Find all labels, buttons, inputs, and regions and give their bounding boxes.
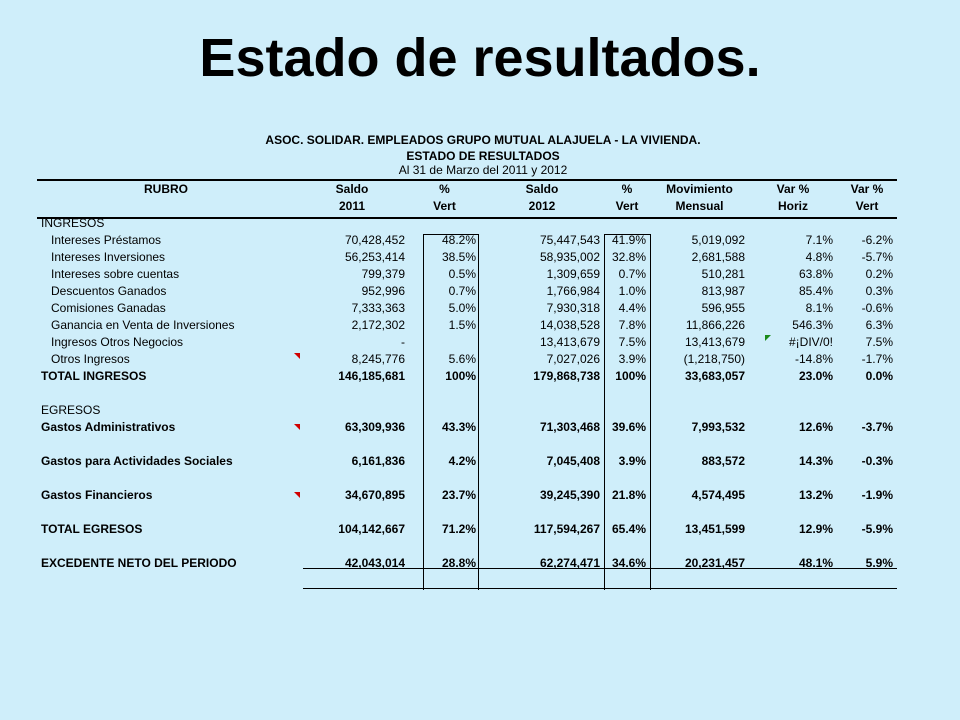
value-cell [837,401,897,418]
value-cell: 43.3% [441,419,476,434]
value-cell [480,503,604,520]
value-cell: 34,670,895 [344,487,405,502]
column-header-cell: Movimiento [666,181,733,196]
row-label: TOTAL INGRESOS [41,368,147,383]
value-cell: 34.6% [611,555,646,570]
value-cell: 0.5% [448,266,476,281]
table-row [37,452,897,469]
column-header-cell: Vert [855,198,879,213]
column-header-row [37,197,897,214]
value-cell: 7,333,363 [351,300,405,315]
value-cell: 117,594,267 [533,521,600,536]
vert2011-right-border [478,234,479,590]
value-cell: 1.0% [618,283,646,298]
value-cell [409,469,480,486]
value-cell: 4,574,495 [691,487,745,502]
table-row [37,265,897,282]
value-cell: -0.6% [861,300,893,315]
value-cell: 11,866,226 [685,317,745,332]
value-cell: 14,038,528 [539,317,600,332]
value-cell [749,214,837,231]
table-row [37,316,897,333]
row-label: EGRESOS [41,402,101,417]
value-cell [295,469,409,486]
value-cell [295,435,409,452]
value-cell: 100% [445,368,476,383]
value-cell: 7,027,026 [546,351,600,366]
value-cell [480,214,604,231]
row-label [37,469,295,486]
table-row [37,418,897,435]
value-cell: 23.7% [441,487,476,502]
value-cell: -14.8% [794,351,833,366]
table-row [37,401,897,418]
value-cell [295,384,409,401]
row-label: Intereses Préstamos [51,232,162,247]
report-title: ESTADO DE RESULTADOS [406,149,560,163]
value-cell: 799,379 [361,266,405,281]
value-cell: 146,185,681 [338,368,405,383]
value-cell: 23.0% [798,368,833,383]
vert2012-right-border [650,234,651,590]
value-cell: 63,309,936 [344,419,405,434]
row-label: Intereses sobre cuentas [51,266,180,281]
value-cell [749,469,837,486]
row-label [37,537,295,554]
column-header-cell: % [439,181,450,196]
value-cell [749,401,837,418]
table-row [37,384,897,401]
value-cell: -6.2% [861,232,893,247]
value-cell: 6,161,836 [351,453,405,468]
row-label [37,384,295,401]
income-statement-table [37,180,897,571]
value-cell: 3.9% [618,453,646,468]
value-cell: 510,281 [701,266,745,281]
value-cell [480,401,604,418]
value-cell: 62,274,471 [539,555,600,570]
value-cell: 1.5% [448,317,476,332]
value-cell [480,435,604,452]
value-cell: 7.8% [618,317,646,332]
value-cell [480,537,604,554]
row-label [37,503,295,520]
column-header-cell: Saldo [525,181,559,196]
column-header-cell: Vert [615,198,639,213]
value-cell [650,537,749,554]
column-header-cell: 2011 [338,198,366,213]
value-cell: 33,683,057 [684,368,745,383]
value-cell: - [401,334,405,349]
value-cell: 5.6% [448,351,476,366]
value-cell: 179,868,738 [533,368,600,383]
value-cell: 104,142,667 [338,521,405,536]
value-cell: 813,987 [701,283,745,298]
value-cell [409,384,480,401]
value-cell: 13,451,599 [684,521,745,536]
value-cell: 48.2% [441,232,476,247]
value-cell: 58,935,002 [539,249,600,264]
value-cell: -1.9% [861,487,893,502]
value-cell: 28.8% [441,555,476,570]
value-cell [604,214,650,231]
column-header-cell: 2012 [528,198,556,213]
value-cell: (1,218,750) [683,351,745,366]
column-header-cell: % [621,181,633,196]
report-date: Al 31 de Marzo del 2011 y 2012 [398,163,568,177]
column-header-row [37,180,897,197]
value-cell [837,469,897,486]
value-cell: 70,428,452 [344,232,405,247]
value-cell: -3.7% [861,419,893,434]
column-header-cell: Var % [776,181,810,196]
value-cell: 4.8% [805,249,833,264]
column-header-cell [37,197,295,214]
row-label: Intereses Inversiones [51,249,166,264]
value-cell [409,503,480,520]
value-cell: 2,172,302 [351,317,405,332]
value-cell: 14.3% [798,453,833,468]
vert2011-top-border [423,234,478,235]
value-cell [409,214,480,231]
value-cell: 39.6% [611,419,646,434]
row-label: Gastos Financieros [41,487,153,502]
value-cell [837,214,897,231]
value-cell: 71.2% [441,521,476,536]
value-cell [604,435,650,452]
value-cell: 6.3% [865,317,893,332]
value-cell [749,537,837,554]
table-row [37,503,897,520]
value-cell [837,435,897,452]
value-cell [604,401,650,418]
table-row [37,435,897,452]
column-header-cell: Mensual [675,198,724,213]
value-cell: 546.3% [792,317,833,332]
column-header-cell: Saldo [335,181,369,196]
value-cell: 5.9% [865,555,893,570]
value-cell: 20,231,457 [684,555,745,570]
value-cell: 12.6% [798,419,833,434]
value-cell: 0.3% [865,283,893,298]
value-cell: 596,955 [701,300,745,315]
value-cell [749,435,837,452]
table-row [37,299,897,316]
table-row [37,520,897,537]
value-cell: 1,309,659 [546,266,600,281]
table-row [37,248,897,265]
table-row [37,214,897,231]
value-cell: 21.8% [611,487,646,502]
value-cell [650,214,749,231]
value-cell [650,401,749,418]
value-cell: 8.1% [805,300,833,315]
value-cell: 952,996 [361,283,405,298]
value-cell [837,537,897,554]
value-cell [295,214,409,231]
value-cell [650,435,749,452]
row-label: Comisiones Ganadas [51,300,166,315]
report-entity-name: ASOC. SOLIDAR. EMPLEADOS GRUPO MUTUAL ALAJUELA - LA VIVIENDA. [265,133,701,147]
value-cell: 7.5% [618,334,646,349]
row-label: Ganancia en Venta de Inversiones [51,317,235,332]
value-cell: -5.9% [861,521,893,536]
vert2012-left-border [604,234,605,590]
value-cell: 39,245,390 [539,487,600,502]
value-cell [749,384,837,401]
error-indicator-icon[interactable] [765,335,771,341]
value-cell: 0.0% [865,368,893,383]
value-cell [604,384,650,401]
value-cell: 7,993,532 [691,419,745,434]
value-cell [409,333,480,350]
value-cell [749,503,837,520]
value-cell: 75,447,543 [539,232,600,247]
row-label: Gastos Administrativos [41,419,176,434]
row-label: Otros Ingresos [51,351,130,366]
column-header-cell: Vert [433,198,456,213]
value-cell: 63.8% [798,266,833,281]
row-label: Ingresos Otros Negocios [51,334,184,349]
value-cell: 85.4% [798,283,833,298]
value-cell [409,537,480,554]
value-cell [295,401,409,418]
value-cell [650,503,749,520]
value-cell: 12.9% [798,521,833,536]
column-header-cell: RUBRO [144,181,188,196]
value-cell [650,469,749,486]
net-surplus-top-border [303,568,897,569]
value-cell: 100% [615,368,646,383]
value-cell: 2,681,588 [691,249,745,264]
value-cell [604,469,650,486]
table-row [37,537,897,554]
table-row [37,350,897,367]
value-cell: 38.5% [441,249,476,264]
table-row [37,282,897,299]
table-row [37,486,897,503]
value-cell: 5.0% [448,300,476,315]
value-cell [837,503,897,520]
row-label: EXCEDENTE NETO DEL PERIODO [41,555,237,570]
value-cell [604,537,650,554]
value-cell: 4.4% [618,300,646,315]
row-label: INGRESOS [41,215,105,230]
slide-title: Estado de resultados. [199,28,761,88]
value-cell: 7.1% [805,232,833,247]
value-cell: #¡DIV/0! [788,334,833,349]
value-cell: 1,766,984 [546,283,600,298]
value-cell: 41.9% [611,232,646,247]
table-row [37,469,897,486]
value-cell: 71,303,468 [539,419,600,434]
row-label: TOTAL EGRESOS [41,521,143,536]
row-label: Descuentos Ganados [51,283,167,298]
net-surplus-bottom-border [303,588,897,589]
comment-marker-icon[interactable] [294,492,300,498]
value-cell [650,384,749,401]
value-cell: 7.5% [865,334,893,349]
value-cell: 13,413,679 [539,334,600,349]
value-cell: -5.7% [861,249,893,264]
row-label: Gastos para Actividades Sociales [41,453,233,468]
value-cell: 3.9% [618,351,646,366]
row-label [37,435,295,452]
value-cell: 32.8% [611,249,646,264]
value-cell: 48.1% [798,555,833,570]
value-cell: 4.2% [448,453,476,468]
value-cell [480,469,604,486]
value-cell: 13,413,679 [684,334,745,349]
value-cell: 13.2% [798,487,833,502]
vert2012-top-border [604,234,650,235]
value-cell: 0.7% [448,283,476,298]
column-header-cell: Var % [850,181,884,196]
value-cell: 65.4% [611,521,646,536]
table-row [37,367,897,384]
value-cell: 56,253,414 [344,249,405,264]
value-cell [837,384,897,401]
value-cell [295,503,409,520]
value-cell: 883,572 [701,453,745,468]
value-cell [295,537,409,554]
value-cell: 5,019,092 [691,232,745,247]
value-cell: 7,930,318 [546,300,600,315]
value-cell [409,401,480,418]
value-cell [480,384,604,401]
vert2011-left-border [423,234,424,590]
value-cell: 0.2% [865,266,893,281]
value-cell: -1.7% [861,351,893,366]
income-statement-sheet [37,128,901,590]
value-cell: 7,045,408 [546,453,600,468]
value-cell: 0.7% [618,266,646,281]
comment-marker-icon[interactable] [294,424,300,430]
value-cell [409,435,480,452]
column-header-cell: Horiz [778,198,808,213]
comment-marker-icon[interactable] [294,353,300,359]
value-cell: -0.3% [861,453,893,468]
value-cell: 42,043,014 [344,555,405,570]
value-cell: 8,245,776 [351,351,405,366]
value-cell [604,503,650,520]
